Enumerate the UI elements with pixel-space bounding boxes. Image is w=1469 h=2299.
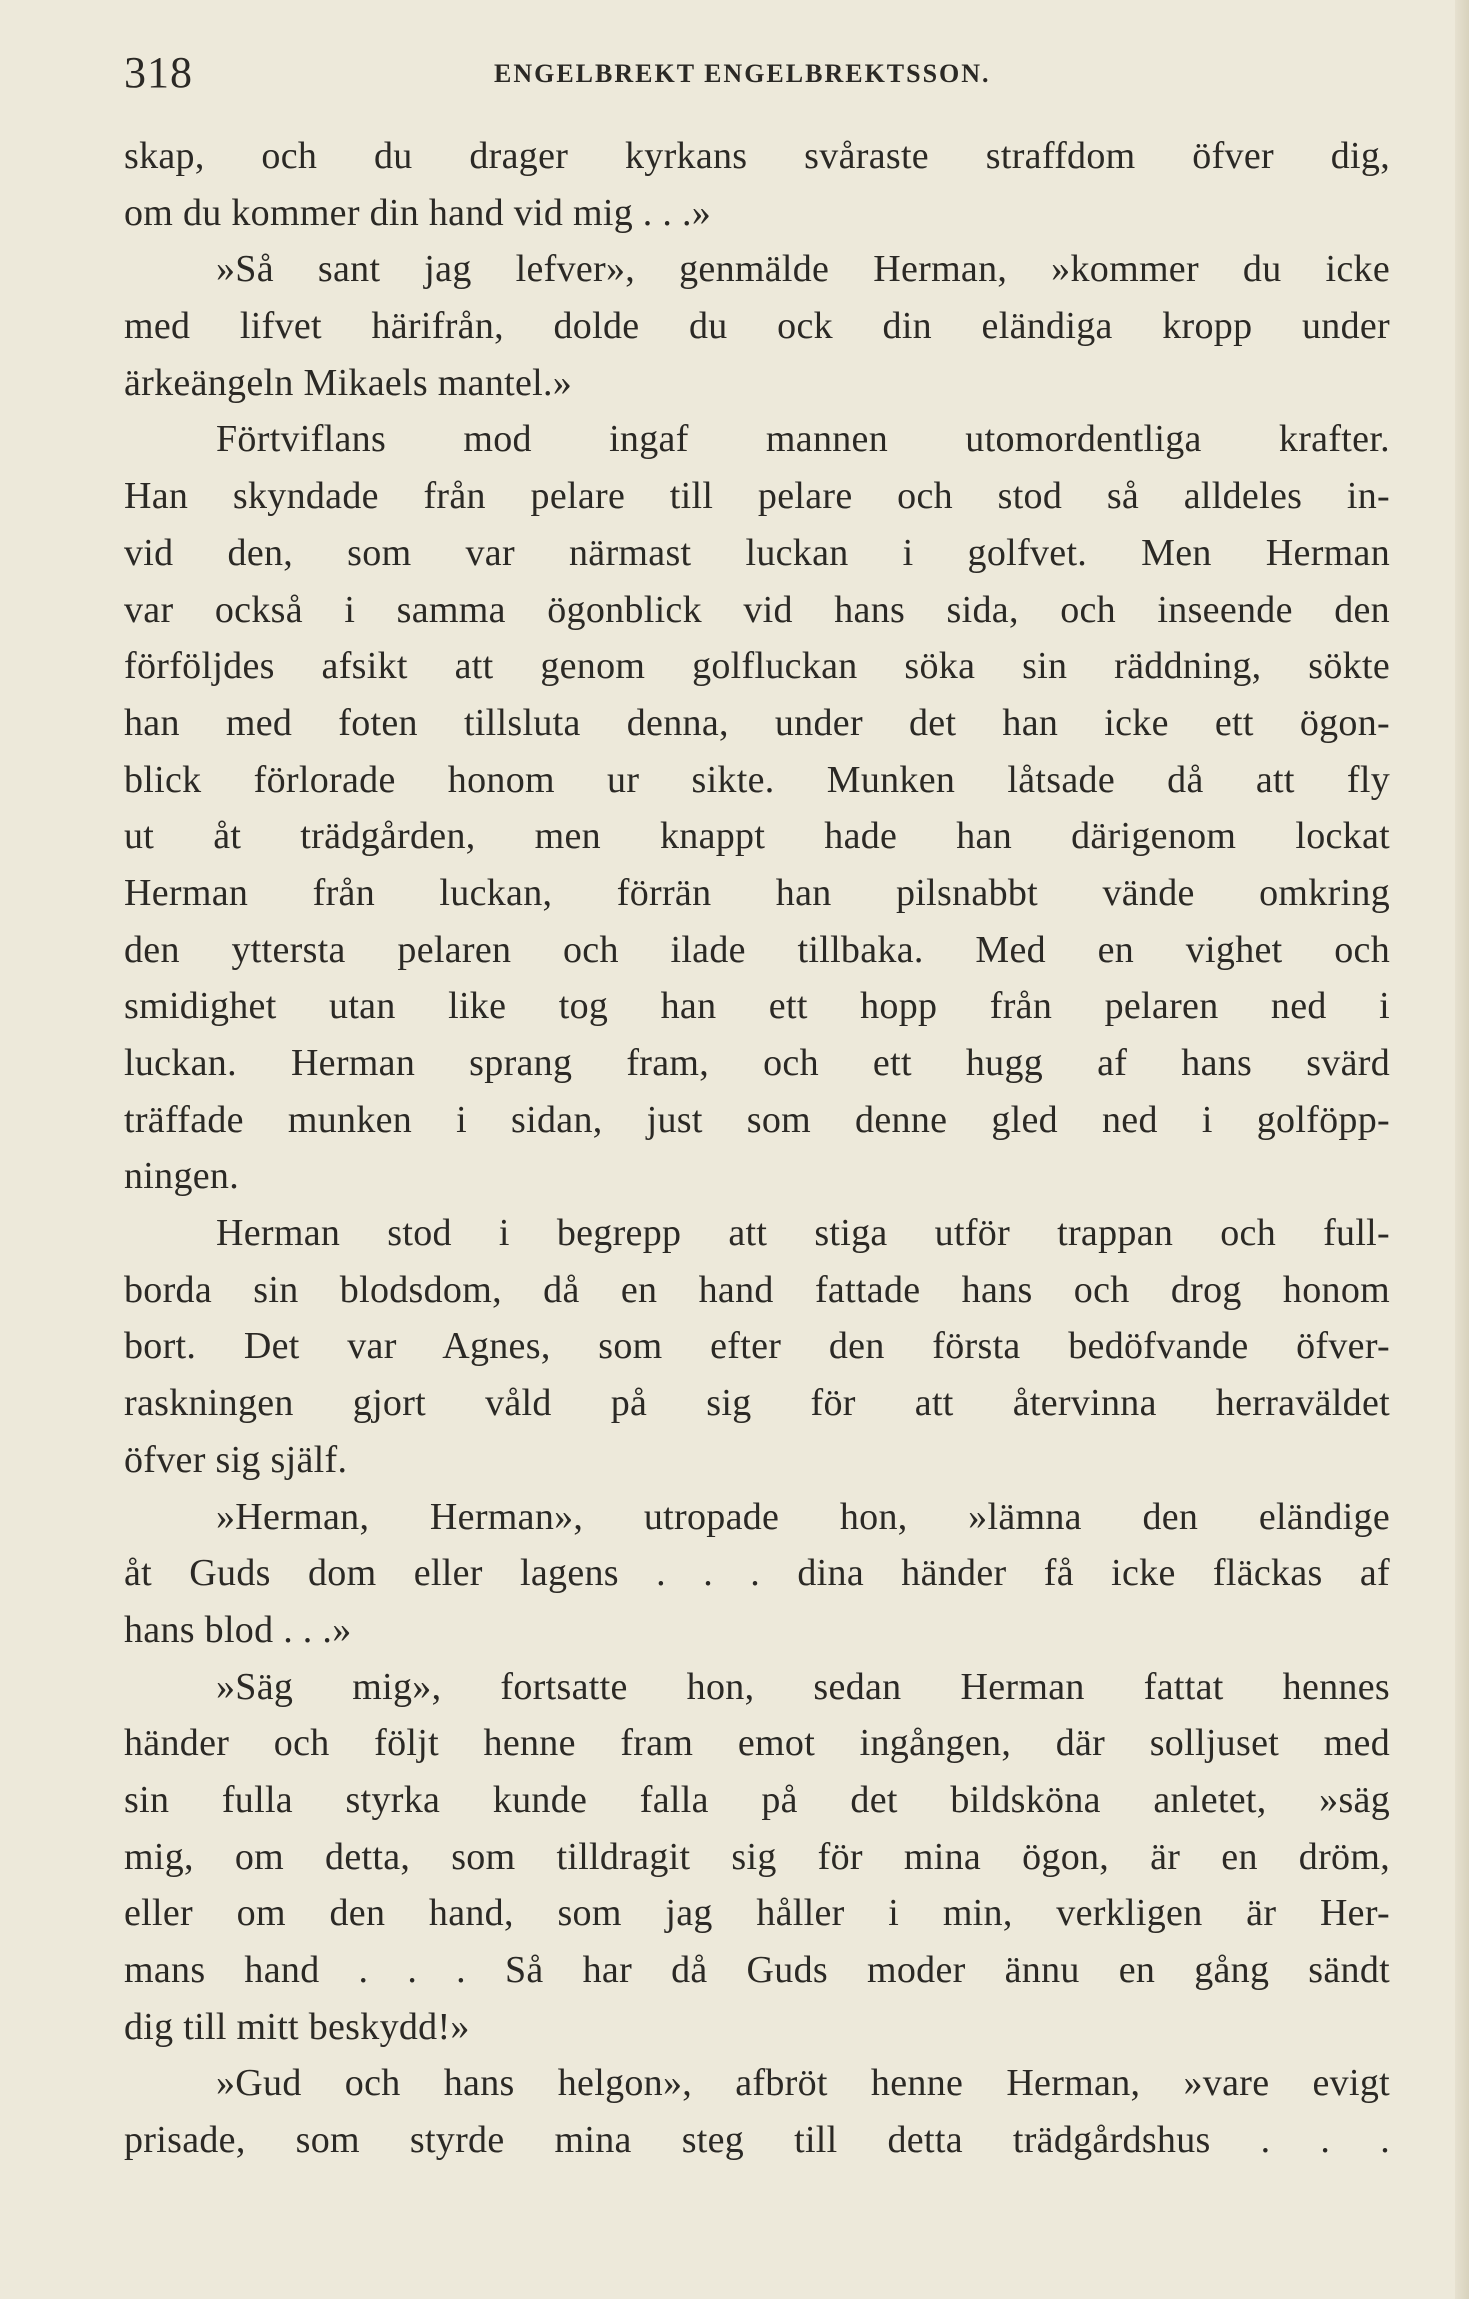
text-line: smidighet utan like tog han ett hopp från pelaren ned i [124, 985, 1390, 1028]
text-line: träffade munken i sidan, just som denne gled ned i golföpp- [124, 1098, 1390, 1141]
text-line: mig, om detta, som tilldragit sig för mina ögon, är en dröm, [124, 1835, 1390, 1878]
text-line: borda sin blodsdom, då en hand fattade hans och drog honom [124, 1268, 1390, 1311]
text-line: sin fulla styrka kunde falla på det bildsköna anletet, »säg [124, 1778, 1390, 1821]
text-line: bort. Det var Agnes, som efter den första bedöfvande öfver- [124, 1325, 1390, 1368]
text-line: han med foten tillsluta denna, under det han icke ett ögon- [124, 701, 1390, 744]
text-line: luckan. Herman sprang fram, och ett hugg af hans svärd [124, 1042, 1390, 1084]
text-line: Förtviflans mod ingaf mannen utomordentliga krafter. [216, 418, 1390, 461]
text-line: »Så sant jag lefver», genmälde Herman, »kommer du icke [216, 248, 1390, 291]
text-line: ningen. [124, 1155, 240, 1198]
running-title: ENGELBREKT ENGELBREKTSSON. [494, 59, 991, 88]
text-line: vid den, som var närmast luckan i golfvet. Men Herman [124, 531, 1390, 574]
text-line: Herman stod i begrepp att stiga utför trappan och full- [216, 1212, 1390, 1255]
text-line: »Säg mig», fortsatte hon, sedan Herman fattat hennes [216, 1665, 1390, 1708]
page-header [124, 48, 1384, 98]
text-line: blick förlorade honom ur sikte. Munken låtsade då att fly [124, 758, 1390, 801]
text-line: »Herman, Herman», utropade hon, »lämna den eländige [216, 1495, 1390, 1538]
text-line: Herman från luckan, förrän han pilsnabbt vände omkring [124, 871, 1390, 914]
text-line: skap, och du drager kyrkans svåraste straffdom öfver dig, [124, 135, 1390, 177]
text-line: med lifvet härifrån, dolde du ock din eländiga kropp under [124, 305, 1390, 348]
text-line: förföljdes afsikt att genom golfluckan söka sin räddning, sökte [124, 645, 1390, 688]
text-line: raskningen gjort våld på sig för att återvinna herraväldet [124, 1382, 1390, 1425]
text-line: öfver sig själf. [124, 1438, 348, 1481]
body-text [124, 128, 1390, 2169]
text-line: ärkeängeln Mikaels mantel.» [124, 361, 573, 404]
text-line: Han skyndade från pelare till pelare och stod så alldeles in- [124, 475, 1390, 518]
page-edge [1455, 0, 1469, 2299]
text-line: var också i samma ögonblick vid hans sida, och inseende den [124, 588, 1390, 631]
text-line: om du kommer din hand vid mig . . .» [124, 191, 712, 234]
text-line: händer och följt henne fram emot ingången, där solljuset med [124, 1722, 1390, 1765]
text-line: dig till mitt beskydd!» [124, 2005, 470, 2048]
text-line: hans blod . . .» [124, 1608, 352, 1651]
page-number: 318 [124, 48, 193, 97]
text-line: eller om den hand, som jag håller i min, verkligen är Her- [124, 1892, 1390, 1935]
text-line: den yttersta pelaren och ilade tillbaka. Med en vighet och [124, 928, 1390, 971]
text-line: åt Guds dom eller lagens . . . dina händer få icke fläckas af [124, 1552, 1390, 1595]
text-line: »Gud och hans helgon», afbröt henne Herman, »vare evigt [216, 2062, 1390, 2105]
text-line: prisade, som styrde mina steg till detta trädgårdshus . . . [124, 2119, 1390, 2162]
text-line: mans hand . . . Så har då Guds moder ännu en gång sändt [124, 1949, 1390, 1991]
text-line: ut åt trädgården, men knappt hade han därigenom lockat [124, 815, 1390, 858]
